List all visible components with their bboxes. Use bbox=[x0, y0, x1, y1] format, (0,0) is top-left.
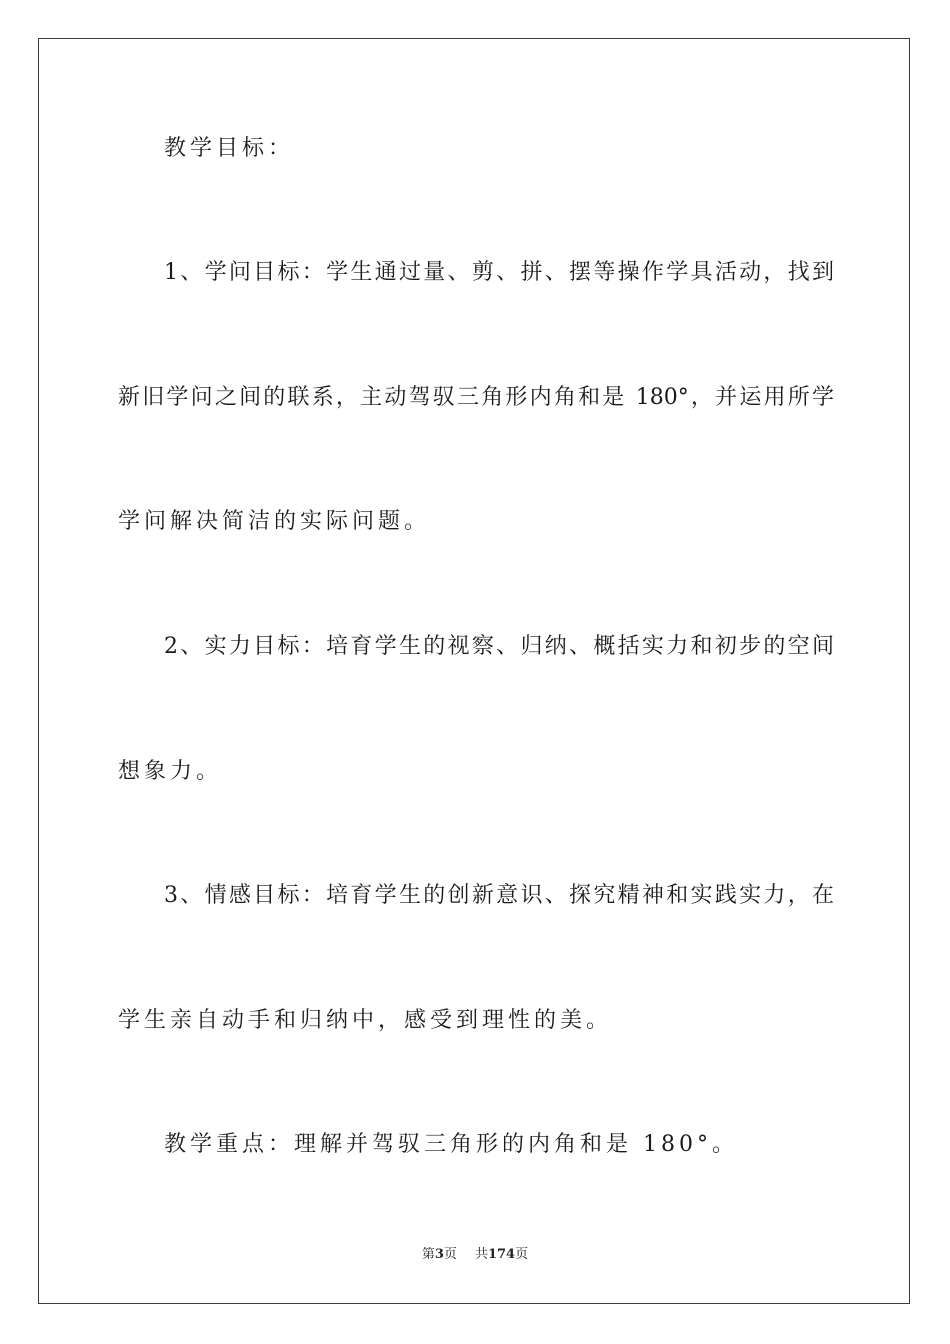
footer-total-pages: 174 bbox=[487, 1247, 516, 1262]
paragraph-line: 学生亲自动手和归纳中，感受到理性的美。 bbox=[118, 1008, 613, 1033]
footer-page-suffix: 页 bbox=[443, 1247, 457, 1262]
paragraph-line: 想象力。 bbox=[118, 759, 223, 784]
section-heading-teaching-goals: 教学目标： bbox=[164, 136, 295, 161]
page-footer bbox=[0, 1246, 950, 1264]
section-heading-key-point: 教学重点：理解并驾驭三角形的内角和是 180°。 bbox=[164, 1132, 738, 1157]
footer-total-suffix: 页 bbox=[515, 1247, 529, 1262]
paragraph-line: 新旧学问之间的联系，主动驾驭三角形内角和是 180°，并运用所学 bbox=[118, 385, 834, 410]
paragraph-line: 2、实力目标：培育学生的视察、归纳、概括实力和初步的空间 bbox=[164, 634, 834, 659]
footer-page-number: 3 bbox=[434, 1247, 444, 1262]
page-border bbox=[38, 38, 910, 1304]
footer-total-prefix: 共 bbox=[474, 1247, 488, 1262]
footer-page-prefix: 第 bbox=[421, 1247, 435, 1262]
paragraph-line: 3、情感目标：培育学生的创新意识、探究精神和实践实力，在 bbox=[164, 883, 834, 908]
paragraph-line: 学问解决简洁的实际问题。 bbox=[118, 509, 431, 534]
paragraph-line: 1、学问目标：学生通过量、剪、拼、摆等操作学具活动，找到 bbox=[164, 260, 834, 285]
